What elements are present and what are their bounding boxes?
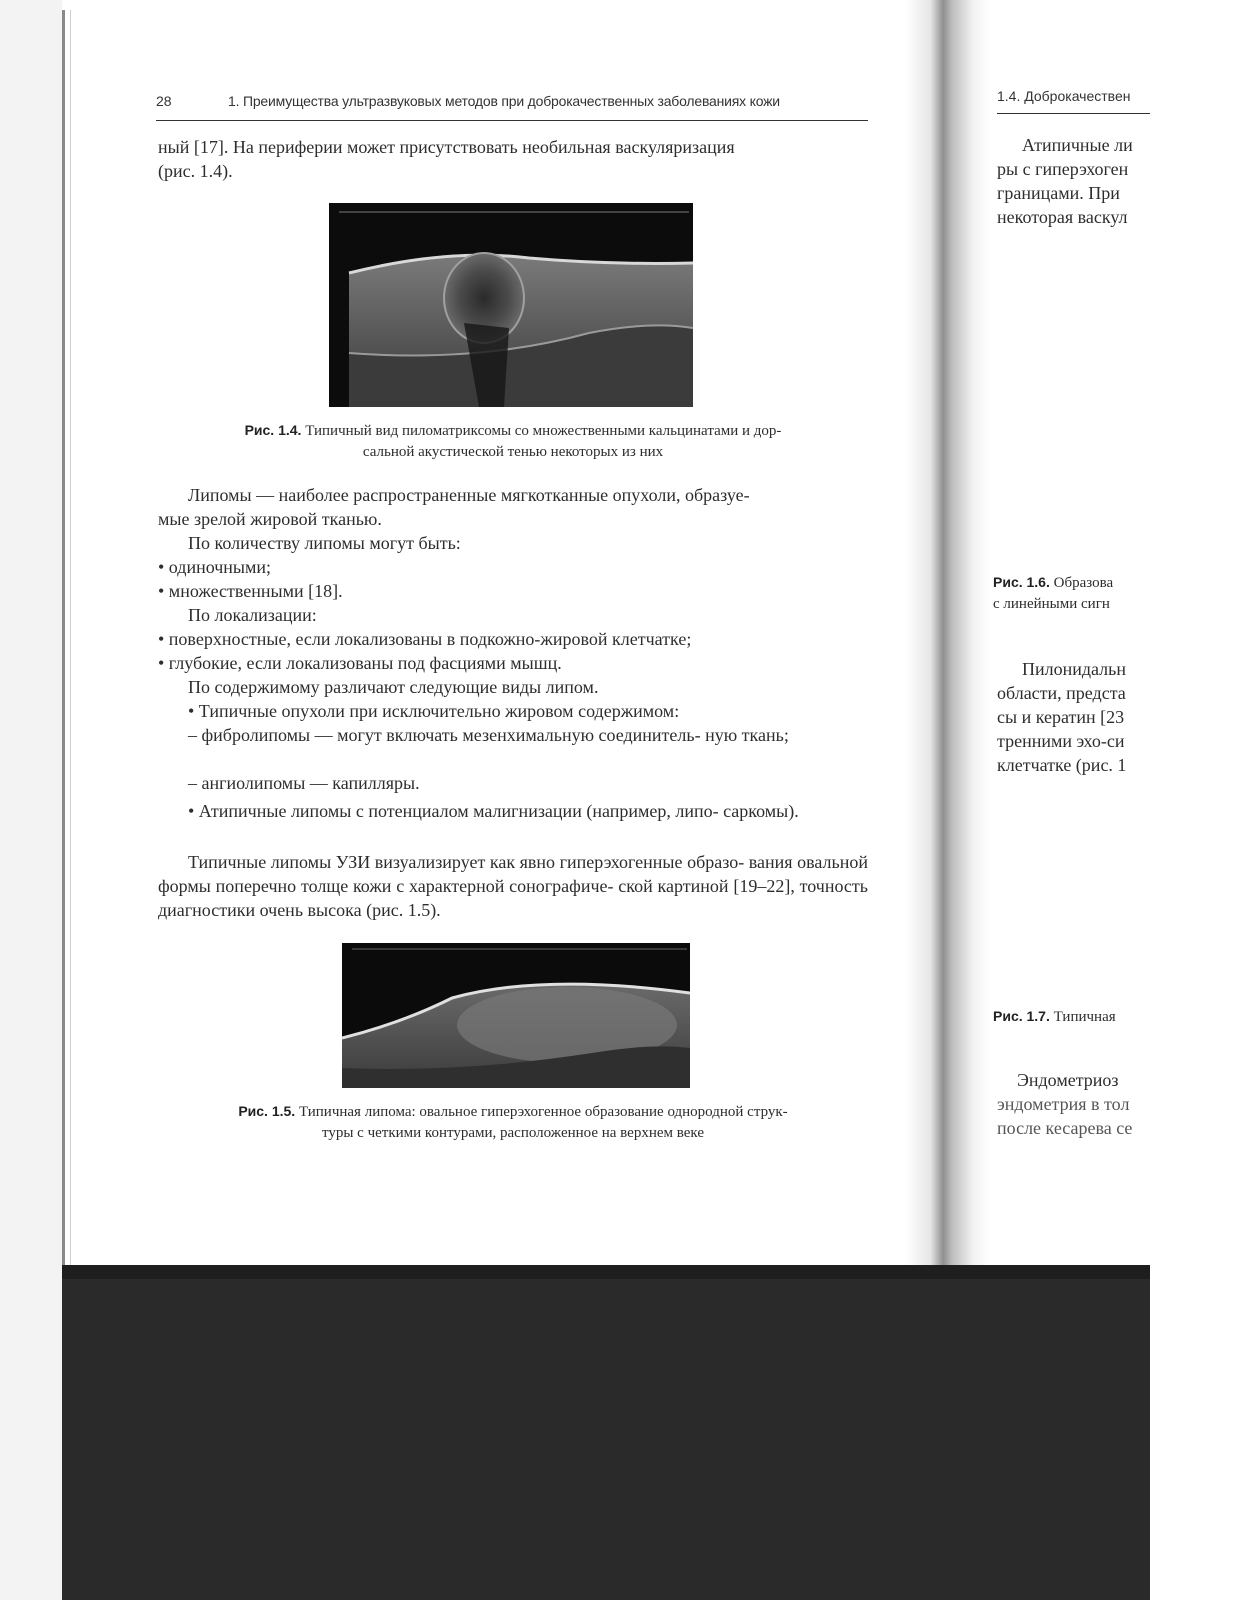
right-p2-line-4: тренними эхо-си — [997, 731, 1125, 751]
intro-line-2: (рис. 1.4). — [158, 161, 233, 181]
lipoma-definition-line-2: мые зрелой жировой тканью. — [158, 509, 382, 529]
figure-1-6-line-2: с линейными сигн — [993, 596, 1110, 612]
count-item-2: • множественными [18]. — [158, 581, 343, 601]
typical-item: • Типичные опухоли при исключительно жировом содержимом: — [188, 701, 680, 721]
right-p1-line-2: ры с гиперэхоген — [997, 159, 1129, 179]
right-paragraph-2 — [997, 657, 1150, 777]
by-content-heading: По содержимому различают следующие виды липом. — [188, 677, 599, 697]
right-p3-line-2: эндометрия в тол — [997, 1094, 1130, 1114]
figure-1-5-ultrasound-image — [342, 943, 690, 1088]
figure-1-6-label: Рис. 1.6. — [993, 574, 1050, 590]
running-head-title: 1. Преимущества ультразвуковых методов при доброкачественных заболеваниях кожи — [228, 93, 780, 109]
right-p1-line-4: некоторая васкул — [997, 207, 1128, 227]
sub-item-fibrolipoma: – фибролипомы — могут включать мезенхимальную соединитель- ную ткань; — [188, 725, 789, 745]
intro-line-1: ный [17]. На периферии может присутствовать необильная васкуляризация — [158, 137, 735, 157]
ultrasound-paragraph: Типичные липомы УЗИ визуализирует как явно гиперэхогенные образо- вания овальной формы поперечно толще кожи с характерной сонографиче- ской картиной [19–22], точность диагностики очень высока (рис. 1.5). — [158, 852, 868, 920]
figure-1-4-ultrasound-image — [329, 203, 693, 407]
figure-1-7-line-1: Типичная — [1053, 1009, 1116, 1025]
figure-1-4-caption-line-1: Типичный вид пиломатриксомы со множественными кальцинатами и дор- — [305, 423, 782, 439]
count-item-1: • одиночными; — [158, 557, 272, 577]
figure-1-7-caption — [993, 1006, 1150, 1028]
right-paragraph-1 — [997, 133, 1150, 229]
right-p1-line-3: границами. При — [997, 183, 1120, 203]
figure-1-5-label: Рис. 1.5. — [238, 1103, 296, 1119]
right-p1-line-1: Атипичные ли — [1022, 135, 1133, 155]
figure-1-6-caption — [993, 572, 1150, 615]
lipoma-definition-line-1: Липомы — наиболее распространенные мягкотканные опухоли, образуе- — [188, 485, 750, 505]
figure-1-4-caption-line-2: сальной акустической тенью некоторых из них — [362, 444, 664, 460]
figure-1-6-line-1: Образова — [1053, 575, 1114, 591]
figure-1-5-caption-line-1: Типичная липома: овальное гиперэхогенное образование однородной струк- — [298, 1104, 788, 1120]
figure-1-4-label: Рис. 1.4. — [244, 422, 302, 438]
figure-1-5-caption — [158, 1101, 868, 1144]
right-paragraph-3 — [997, 1068, 1150, 1140]
atypical-item: • Атипичные липомы с потенциалом малигнизации (например, липо- саркомы). — [188, 801, 799, 821]
running-head — [150, 93, 870, 115]
by-count-heading: По количеству липомы могут быть: — [188, 533, 461, 553]
scan-left-margin — [0, 0, 62, 1600]
scanner-background-dark-area — [62, 1265, 1150, 1600]
right-header-rule — [997, 113, 1150, 114]
figure-1-5-caption-line-2: туры с четкими контурами, расположенное на верхнем веке — [322, 1125, 704, 1141]
page-number: 28 — [156, 93, 172, 109]
location-item-1: • поверхностные, если локализованы в подкожно-жировой клетчатке; — [158, 629, 692, 649]
right-p2-line-5: клетчатке (рис. 1 — [997, 755, 1127, 775]
right-p2-line-1: Пилонидальн — [1022, 659, 1127, 679]
figure-1-4-caption — [158, 420, 868, 463]
right-p2-line-2: области, предста — [997, 683, 1126, 703]
header-rule — [156, 120, 868, 121]
figure-1-7-label: Рис. 1.7. — [993, 1008, 1050, 1024]
by-location-heading: По локализации: — [188, 605, 317, 625]
right-running-head: 1.4. Доброкачествен — [997, 88, 1131, 104]
right-p2-line-3: сы и кератин [23 — [997, 707, 1125, 727]
right-p3-line-1: Эндометриоз — [1017, 1070, 1119, 1090]
right-page-cut-off — [1150, 0, 1237, 1600]
sub-item-angiolipoma: – ангиолипомы — капилляры. — [188, 773, 420, 793]
right-p3-line-3: после кесарева се — [997, 1118, 1133, 1138]
location-item-2: • глубокие, если локализованы под фасциями мышц. — [158, 653, 562, 673]
